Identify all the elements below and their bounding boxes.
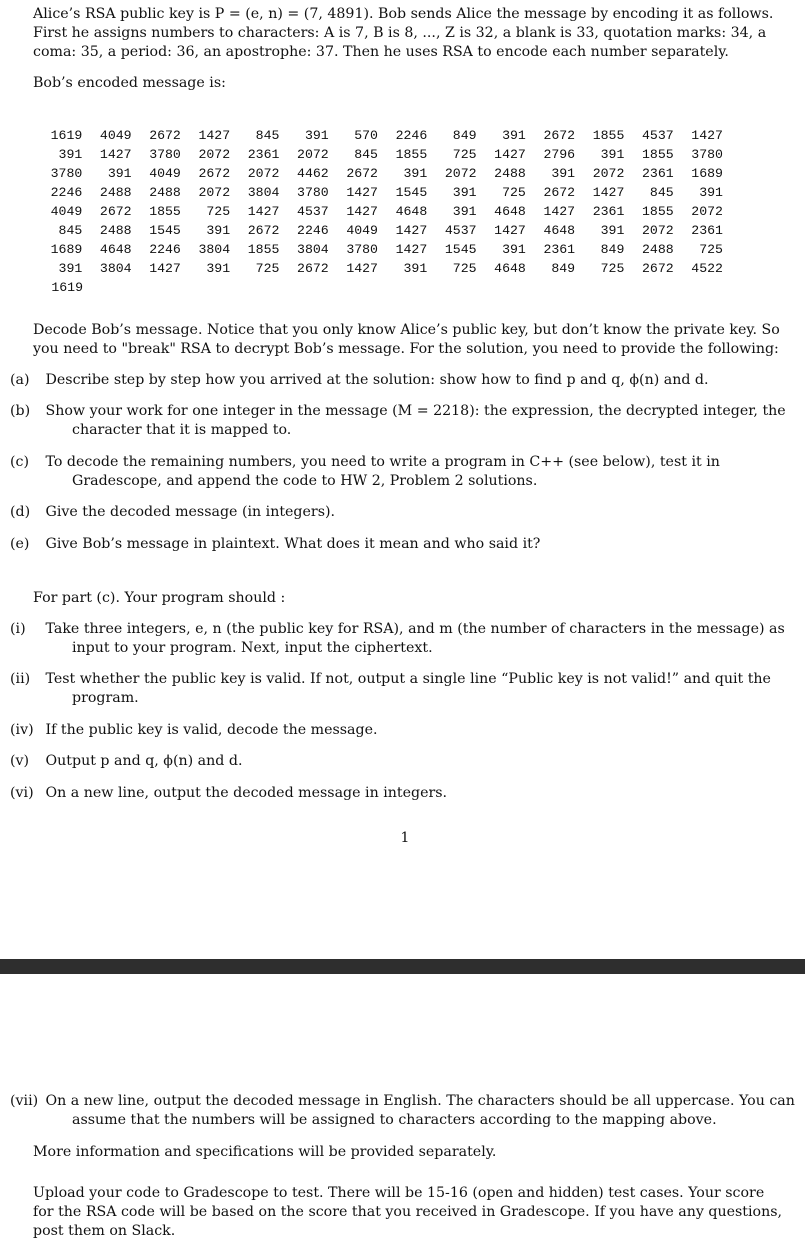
ciphertext-number: 4648: [395, 204, 428, 219]
ciphertext-number: 725: [206, 204, 231, 219]
ciphertext-number: 2488: [642, 242, 674, 257]
ciphertext-number: 849: [600, 242, 625, 257]
ciphertext-number: 391: [600, 223, 625, 238]
ciphertext-number: 1855: [642, 147, 674, 162]
ciphertext-number: 2361: [543, 242, 576, 257]
ciphertext-number: 1427: [198, 128, 231, 143]
ciphertext-number: 2361: [247, 147, 280, 162]
task-item-text: To decode the remaining numbers, you need to write a program in C++ (see below), test it in Gradescope, and append the code to HW 2, Problem 2 solutions.: [45, 454, 720, 489]
task-item-text: Describe step by step how you arrived at the solution: show how to find p and q, ϕ(n) and d.: [45, 372, 709, 388]
ciphertext-number: 4537: [297, 204, 329, 219]
ciphertext-number: 4049: [346, 223, 378, 238]
task-intro: Decode Bob’s message. Notice that you only know Alice’s public key, but don’t know the private key. So you need to "break" RSA to decrypt Bob’s message. For the solution, you need to provide the following:: [33, 322, 780, 357]
ciphertext-number: 725: [452, 147, 477, 162]
ciphertext-number: 849: [452, 128, 477, 143]
ciphertext-row: [33, 164, 723, 183]
task-item-c: (c) To decode the remaining numbers, you need to write a program in C++ (see below), test it in Gradescope, and append the code to HW 2, Problem 2 solutions.: [10, 454, 720, 489]
ciphertext-number: 1545: [444, 242, 477, 257]
ciphertext-number: 2072: [297, 147, 329, 162]
task-item-text: Give the decoded message (in integers).: [45, 504, 336, 520]
ciphertext-row: [33, 126, 723, 145]
ciphertext-number: 1689: [50, 242, 83, 257]
ciphertext-number: 2072: [198, 185, 231, 200]
ciphertext-number: 391: [600, 147, 625, 162]
ciphertext-number: 3804: [99, 261, 132, 276]
ciphertext-number: 4049: [149, 166, 181, 181]
ciphertext-number: 725: [255, 261, 280, 276]
ciphertext-number: 1427: [346, 185, 378, 200]
ciphertext-number: 4648: [543, 223, 576, 238]
ciphertext-number: 2072: [247, 166, 280, 181]
ciphertext-number: 3780: [346, 242, 378, 257]
ciphertext-number: 725: [452, 261, 477, 276]
ciphertext-number: 2072: [691, 204, 723, 219]
ciphertext-number: 2672: [247, 223, 280, 238]
program-item-text: Test whether the public key is valid. If not, output a single line “Public key is not valid!” and quit the program.: [45, 671, 771, 706]
ciphertext-number: 725: [600, 261, 625, 276]
ciphertext-number: 1855: [642, 204, 674, 219]
ciphertext-number: 4648: [494, 261, 526, 276]
ciphertext-number: 2796: [543, 147, 576, 162]
ciphertext-number: 391: [107, 166, 132, 181]
ciphertext-number: 391: [304, 128, 329, 143]
program-item-text: If the public key is valid, decode the message.: [45, 722, 378, 738]
program-intro: For part (c). Your program should :: [33, 590, 286, 606]
ciphertext-number: 1427: [592, 185, 625, 200]
task-item-d: (d) Give the decoded message (in integers).: [10, 504, 336, 520]
ciphertext-number: 1619: [50, 128, 83, 143]
ciphertext-number: 1619: [51, 280, 83, 295]
ciphertext-number: 3780: [50, 166, 83, 181]
ciphertext-number: 845: [649, 185, 674, 200]
program-item-text: On a new line, output the decoded message in integers.: [45, 785, 448, 801]
program-item-vii: (vii) On a new line, output the decoded message in English. The characters should be all uppercase. You can assume that the numbers will be assigned to characters according to the mapping above.: [10, 1093, 795, 1128]
ciphertext-number: 4049: [99, 128, 132, 143]
ciphertext-number: 2488: [99, 185, 132, 200]
ciphertext-number: 845: [354, 147, 378, 162]
ciphertext-number: 1427: [395, 223, 428, 238]
task-item-text: Show your work for one integer in the message (M = 2218): the expression, the decrypted integer, the character that it is mapped to.: [45, 403, 786, 438]
ciphertext-number: 2672: [543, 128, 576, 143]
ciphertext-number: 849: [551, 261, 576, 276]
ciphertext-row: [33, 202, 723, 221]
ciphertext-number: 3804: [198, 242, 231, 257]
ciphertext-number: 1427: [691, 128, 723, 143]
ciphertext-number: 4648: [99, 242, 132, 257]
ciphertext-number: 1545: [395, 185, 428, 200]
ciphertext-number: 2072: [592, 166, 625, 181]
ciphertext-number: 2246: [395, 128, 428, 143]
ciphertext-number: 2672: [99, 204, 132, 219]
task-item-b: (b) Show your work for one integer in the message (M = 2218): the expression, the decrypted integer, the character that it is mapped to.: [10, 403, 786, 438]
ciphertext-number: 2246: [50, 185, 83, 200]
ciphertext-number: 391: [502, 242, 526, 257]
task-item-a: (a) Describe step by step how you arrived at the solution: show how to find p and q, ϕ(n) and d.: [10, 372, 709, 388]
program-item-text: Output p and q, ϕ(n) and d.: [45, 753, 243, 769]
intro-paragraph: Alice’s RSA public key is P = (e, n) = (7, 4891). Bob sends Alice the message by encoding it as follows. First he assigns numbers to characters: A is 7, B is 8, ..., Z is 32, a blank is 33, quotation marks: 34, a coma: 35, a period: 36, an apostrophe: 37. Then he uses RSA to encode each number separately.: [33, 6, 774, 60]
ciphertext-number: 4462: [297, 166, 329, 181]
program-item-iv: (iv) If the public key is valid, decode the message.: [10, 722, 378, 738]
ciphertext-number: 2361: [592, 204, 625, 219]
ciphertext-number: 725: [699, 242, 723, 257]
ciphertext-number: 2072: [642, 223, 674, 238]
ciphertext-number: 3780: [297, 185, 329, 200]
ciphertext-row: [33, 240, 723, 259]
ciphertext-number: 2488: [149, 185, 181, 200]
ciphertext-number: 2488: [99, 223, 132, 238]
ciphertext-row: [33, 183, 723, 202]
ciphertext-number: 4648: [494, 204, 526, 219]
ciphertext-number: 1855: [149, 204, 181, 219]
more-info-paragraph: More information and specifications will be provided separately.: [33, 1144, 497, 1160]
ciphertext-number: 1855: [592, 128, 625, 143]
ciphertext-number: 2672: [642, 261, 674, 276]
ciphertext-number: 1689: [691, 166, 723, 181]
ciphertext-number: 391: [551, 166, 576, 181]
ciphertext-number: 391: [403, 166, 428, 181]
ciphertext-number: 2488: [494, 166, 526, 181]
ciphertext-number: 2672: [543, 185, 576, 200]
ciphertext-number: 2672: [198, 166, 231, 181]
ciphertext-number: 391: [452, 204, 477, 219]
page-divider: [0, 959, 805, 974]
ciphertext-number: 2246: [149, 242, 181, 257]
ciphertext-number: 1427: [99, 147, 132, 162]
program-item-i: (i) Take three integers, e, n (the public key for RSA), and m (the number of characters in the message) as input to your program. Next, input the ciphertext.: [10, 621, 785, 656]
ciphertext-number: 1427: [346, 204, 378, 219]
ciphertext-number: 4049: [50, 204, 83, 219]
task-item-e: (e) Give Bob’s message in plaintext. What does it mean and who said it?: [10, 536, 541, 552]
ciphertext-number: 391: [206, 261, 231, 276]
page-number: 1: [400, 830, 410, 846]
ciphertext-number: 2246: [297, 223, 329, 238]
ciphertext-number: 391: [452, 185, 477, 200]
ciphertext-number: 3780: [691, 147, 723, 162]
ciphertext-number: 1855: [247, 242, 280, 257]
ciphertext-number: 391: [502, 128, 526, 143]
ciphertext-number: 845: [58, 223, 83, 238]
ciphertext-number: 1427: [494, 223, 526, 238]
ciphertext-number: 3804: [247, 185, 280, 200]
ciphertext-number: 391: [206, 223, 231, 238]
ciphertext-number: 2072: [444, 166, 477, 181]
ciphertext-row: [33, 259, 723, 278]
ciphertext-number: 1427: [346, 261, 378, 276]
ciphertext-number: 4537: [642, 128, 674, 143]
ciphertext-block: [33, 126, 723, 297]
ciphertext-number: 4537: [444, 223, 477, 238]
ciphertext-number: 391: [58, 147, 83, 162]
ciphertext-number: 1427: [247, 204, 280, 219]
ciphertext-number: 391: [58, 261, 83, 276]
upload-paragraph: Upload your code to Gradescope to test. There will be 15-16 (open and hidden) test cases. Your score for the RSA code will be based on the score that you received in Gradescope. If you have any questions, post them on Slack.: [33, 1185, 783, 1239]
ciphertext-number: 1427: [543, 204, 576, 219]
ciphertext-row: [33, 221, 723, 240]
program-item-text: Take three integers, e, n (the public key for RSA), and m (the number of characters in the message) as input to your program. Next, input the ciphertext.: [45, 621, 785, 656]
ciphertext-number: 2072: [198, 147, 231, 162]
ciphertext-number: 2672: [346, 166, 378, 181]
ciphertext-number: 391: [699, 185, 723, 200]
ciphertext-number: 4522: [691, 261, 723, 276]
ciphertext-number: 2361: [642, 166, 674, 181]
task-item-text: Give Bob’s message in plaintext. What does it mean and who said it?: [45, 536, 541, 552]
ciphertext-number: 570: [354, 128, 378, 143]
ciphertext-number: 1427: [395, 242, 428, 257]
ciphertext-number: 3804: [297, 242, 329, 257]
ciphertext-number: 3780: [149, 147, 181, 162]
ciphertext-number: 391: [403, 261, 428, 276]
encoded-message-label: Bob’s encoded message is:: [33, 75, 226, 91]
ciphertext-number: 2672: [149, 128, 181, 143]
ciphertext-number: 2361: [691, 223, 723, 238]
ciphertext-number: 1855: [395, 147, 428, 162]
ciphertext-number: 1427: [149, 261, 181, 276]
ciphertext-number: 725: [502, 185, 526, 200]
ciphertext-row: [33, 278, 723, 297]
program-item-ii: (ii) Test whether the public key is valid. If not, output a single line “Public key is not valid!” and quit the program.: [10, 671, 771, 706]
program-item-v: (v) Output p and q, ϕ(n) and d.: [10, 753, 243, 769]
ciphertext-number: 845: [255, 128, 280, 143]
program-item-text: On a new line, output the decoded message in English. The characters should be all uppercase. You can assume that the numbers will be assigned to characters according to the mapping above.: [45, 1093, 795, 1128]
program-item-vi: (vi) On a new line, output the decoded message in integers.: [10, 785, 448, 801]
ciphertext-row: [33, 145, 723, 164]
ciphertext-number: 1427: [494, 147, 526, 162]
ciphertext-number: 1545: [149, 223, 181, 238]
ciphertext-number: 2672: [297, 261, 329, 276]
